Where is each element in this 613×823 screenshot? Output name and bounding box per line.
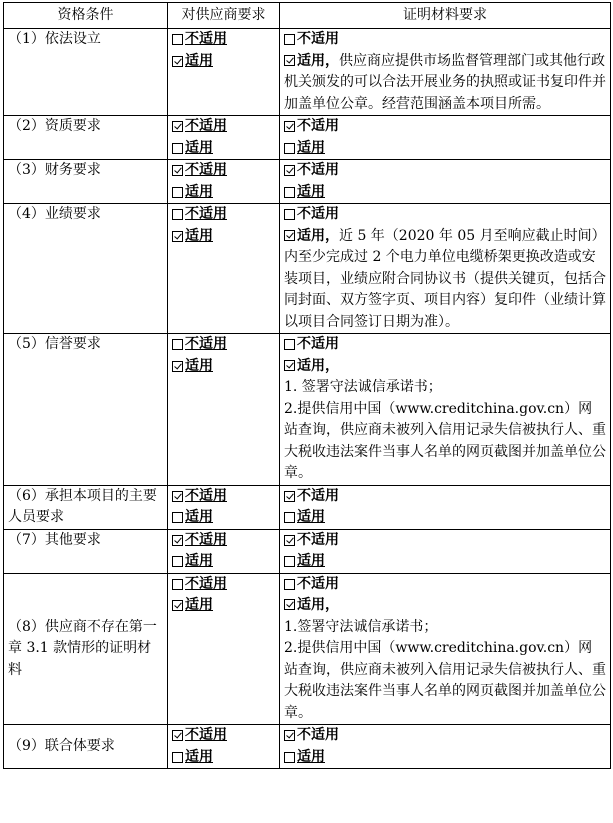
option-not-applicable xyxy=(172,530,275,552)
unchecked-box-icon xyxy=(172,339,183,350)
supplier-requirement-cell xyxy=(168,29,280,116)
table-header-row xyxy=(4,3,611,29)
option-applicable xyxy=(172,226,275,248)
unchecked-box-icon xyxy=(284,34,295,45)
option-label: 适用 xyxy=(185,227,213,244)
condition-cell: （1）依法设立 xyxy=(4,29,168,116)
unchecked-box-icon xyxy=(284,339,295,350)
checked-box-icon xyxy=(172,231,183,242)
option-label: 不适用 xyxy=(297,31,339,47)
option-applicable xyxy=(172,595,275,617)
condition-cell: （8）供应商不存在第一章 3.1 款情形的证明材料 xyxy=(4,573,168,725)
table-row xyxy=(4,573,611,725)
evidence-description xyxy=(284,356,606,378)
unchecked-box-icon xyxy=(284,187,295,198)
option-label: 不适用 xyxy=(185,206,227,222)
checked-box-icon xyxy=(284,360,295,371)
condition-cell: （5）信誉要求 xyxy=(4,334,168,486)
option-not-applicable xyxy=(172,574,275,596)
option-applicable xyxy=(172,551,275,573)
option-label: 适用 xyxy=(185,357,213,374)
unchecked-box-icon xyxy=(172,556,183,567)
option-label: 适用 xyxy=(185,183,213,200)
option-not-applicable xyxy=(284,334,606,356)
evidence-requirement-cell xyxy=(280,485,611,529)
table-row xyxy=(4,204,611,334)
unchecked-box-icon xyxy=(284,556,295,567)
evidence-requirement-cell xyxy=(280,725,611,769)
option-label: 适用 xyxy=(185,509,213,525)
unchecked-box-icon xyxy=(172,752,183,763)
option-not-applicable xyxy=(284,160,606,182)
option-not-applicable xyxy=(172,204,275,226)
evidence-description xyxy=(284,226,606,334)
table-row xyxy=(4,529,611,573)
option-label: 不适用 xyxy=(297,162,339,178)
supplier-requirement-cell xyxy=(168,573,280,725)
unchecked-box-icon xyxy=(172,209,183,220)
option-label: 适用 xyxy=(185,139,213,156)
option-label: 适用 xyxy=(185,52,213,69)
option-label: 适用 xyxy=(297,509,325,525)
evidence-prefix: 适用， xyxy=(297,227,339,244)
evidence-text: 供应商应提供市场监督管理部门或其他行政机关颁发的可以合法开展业务的执照或证书复印件并加盖单位公章。经营范围涵盖本项目所需。 xyxy=(284,52,606,112)
header-supplier-requirement: 对供应商要求 xyxy=(168,3,280,29)
evidence-list-item: 2.提供信用中国（www.creditchina.gov.cn）网站查询，供应商未被列入信用记录失信被执行人、重大税收违法案件当事人名单的网页截图并加盖单位公章。 xyxy=(284,400,606,481)
option-label: 不适用 xyxy=(185,31,227,47)
condition-cell: （4）业绩要求 xyxy=(4,204,168,334)
supplier-requirement-cell xyxy=(168,529,280,573)
checked-box-icon xyxy=(172,361,183,372)
option-label: 不适用 xyxy=(297,531,339,548)
option-label: 不适用 xyxy=(185,336,227,352)
option-applicable xyxy=(172,507,275,529)
option-not-applicable xyxy=(172,486,275,508)
option-label: 不适用 xyxy=(297,206,339,222)
checked-box-icon xyxy=(284,535,295,546)
evidence-list-item: 2.提供信用中国（www.creditchina.gov.cn）网站查询，供应商未被列入信用记录失信被执行人、重大税收违法案件当事人名单的网页截图并加盖单位公章。 xyxy=(284,640,606,721)
option-applicable xyxy=(172,356,275,378)
table-row xyxy=(4,116,611,160)
option-label: 不适用 xyxy=(185,162,227,178)
option-label: 适用 xyxy=(297,183,325,200)
table-row xyxy=(4,725,611,769)
option-applicable xyxy=(172,51,275,73)
unchecked-box-icon xyxy=(172,512,183,523)
option-applicable xyxy=(172,182,275,204)
option-not-applicable xyxy=(284,116,606,138)
evidence-list-item: 1.签署守法诚信承诺书； xyxy=(284,618,438,635)
option-applicable xyxy=(284,507,606,529)
option-not-applicable xyxy=(284,574,606,596)
evidence-description xyxy=(284,595,606,617)
option-applicable xyxy=(172,747,275,769)
option-label: 不适用 xyxy=(297,118,339,134)
option-not-applicable xyxy=(284,204,606,226)
option-label: 适用 xyxy=(297,748,325,765)
option-not-applicable xyxy=(284,486,606,508)
checked-box-icon xyxy=(172,121,183,132)
checked-box-icon xyxy=(172,491,183,502)
unchecked-box-icon xyxy=(172,579,183,590)
option-label: 不适用 xyxy=(297,727,339,743)
evidence-prefix: 适用， xyxy=(297,357,339,374)
evidence-prefix: 适用， xyxy=(297,597,339,613)
table-row xyxy=(4,29,611,116)
qualification-table xyxy=(3,2,611,769)
option-label: 适用 xyxy=(297,139,325,156)
evidence-prefix: 适用， xyxy=(297,52,339,69)
evidence-requirement-cell xyxy=(280,573,611,725)
option-label: 适用 xyxy=(185,748,213,765)
option-label: 不适用 xyxy=(297,575,339,592)
supplier-requirement-cell xyxy=(168,485,280,529)
option-not-applicable xyxy=(284,530,606,552)
table-row xyxy=(4,485,611,529)
option-applicable xyxy=(284,747,606,769)
option-label: 适用 xyxy=(297,553,325,569)
unchecked-box-icon xyxy=(284,143,295,154)
evidence-description xyxy=(284,51,606,116)
supplier-requirement-cell xyxy=(168,334,280,486)
checked-box-icon xyxy=(284,165,295,176)
option-label: 不适用 xyxy=(185,487,227,504)
supplier-requirement-cell xyxy=(168,116,280,160)
condition-cell: （2）资质要求 xyxy=(4,116,168,160)
checked-box-icon xyxy=(172,165,183,176)
option-label: 不适用 xyxy=(297,336,339,352)
unchecked-box-icon xyxy=(172,34,183,45)
checked-box-icon xyxy=(172,535,183,546)
checked-box-icon xyxy=(284,730,295,741)
option-not-applicable xyxy=(172,160,275,182)
evidence-text: 近 5 年（2020 年 05 月至响应截止时间）内至少完成过 2 个电力单位电缆桥架更换改造或安装项目，业绩应附合同协议书（提供关键页，包括合同封面、双方签字页、项目内容）复印件（业绩计算以项目合同签订日期为准）。 xyxy=(284,227,606,330)
evidence-requirement-cell xyxy=(280,29,611,116)
option-label: 不适用 xyxy=(185,727,227,743)
option-applicable xyxy=(284,551,606,573)
evidence-list-item: 1. 签署守法诚信承诺书； xyxy=(284,379,442,395)
supplier-requirement-cell xyxy=(168,160,280,204)
option-not-applicable xyxy=(284,725,606,747)
option-label: 不适用 xyxy=(185,118,227,134)
condition-cell: （9）联合体要求 xyxy=(4,725,168,769)
option-not-applicable xyxy=(284,29,606,51)
checked-box-icon xyxy=(284,491,295,502)
evidence-requirement-cell xyxy=(280,116,611,160)
header-condition: 资格条件 xyxy=(4,3,168,29)
header-evidence-requirement: 证明材料要求 xyxy=(280,3,611,29)
supplier-requirement-cell xyxy=(168,204,280,334)
checked-box-icon xyxy=(284,599,295,610)
checked-box-icon xyxy=(284,121,295,132)
option-label: 适用 xyxy=(185,553,213,569)
condition-cell: （3）财务要求 xyxy=(4,160,168,204)
checked-box-icon xyxy=(284,230,295,241)
option-applicable xyxy=(284,182,606,204)
option-not-applicable xyxy=(172,116,275,138)
unchecked-box-icon xyxy=(172,143,183,154)
option-label: 适用 xyxy=(185,597,213,613)
evidence-requirement-cell xyxy=(280,160,611,204)
condition-cell: （6）承担本项目的主要人员要求 xyxy=(4,485,168,529)
option-applicable xyxy=(284,138,606,160)
evidence-requirement-cell xyxy=(280,334,611,486)
evidence-requirement-cell xyxy=(280,204,611,334)
unchecked-box-icon xyxy=(284,209,295,220)
checked-box-icon xyxy=(172,600,183,611)
checked-box-icon xyxy=(172,730,183,741)
checked-box-icon xyxy=(172,56,183,67)
unchecked-box-icon xyxy=(284,512,295,523)
supplier-requirement-cell xyxy=(168,725,280,769)
condition-cell: （7）其他要求 xyxy=(4,529,168,573)
table-row xyxy=(4,334,611,486)
option-label: 不适用 xyxy=(185,575,227,592)
option-applicable xyxy=(172,138,275,160)
option-not-applicable xyxy=(172,29,275,51)
unchecked-box-icon xyxy=(284,752,295,763)
option-label: 不适用 xyxy=(297,487,339,504)
unchecked-box-icon xyxy=(284,579,295,590)
option-not-applicable xyxy=(172,725,275,747)
unchecked-box-icon xyxy=(172,187,183,198)
table-row xyxy=(4,160,611,204)
evidence-requirement-cell xyxy=(280,529,611,573)
option-label: 不适用 xyxy=(185,531,227,548)
option-not-applicable xyxy=(172,334,275,356)
checked-box-icon xyxy=(284,55,295,66)
